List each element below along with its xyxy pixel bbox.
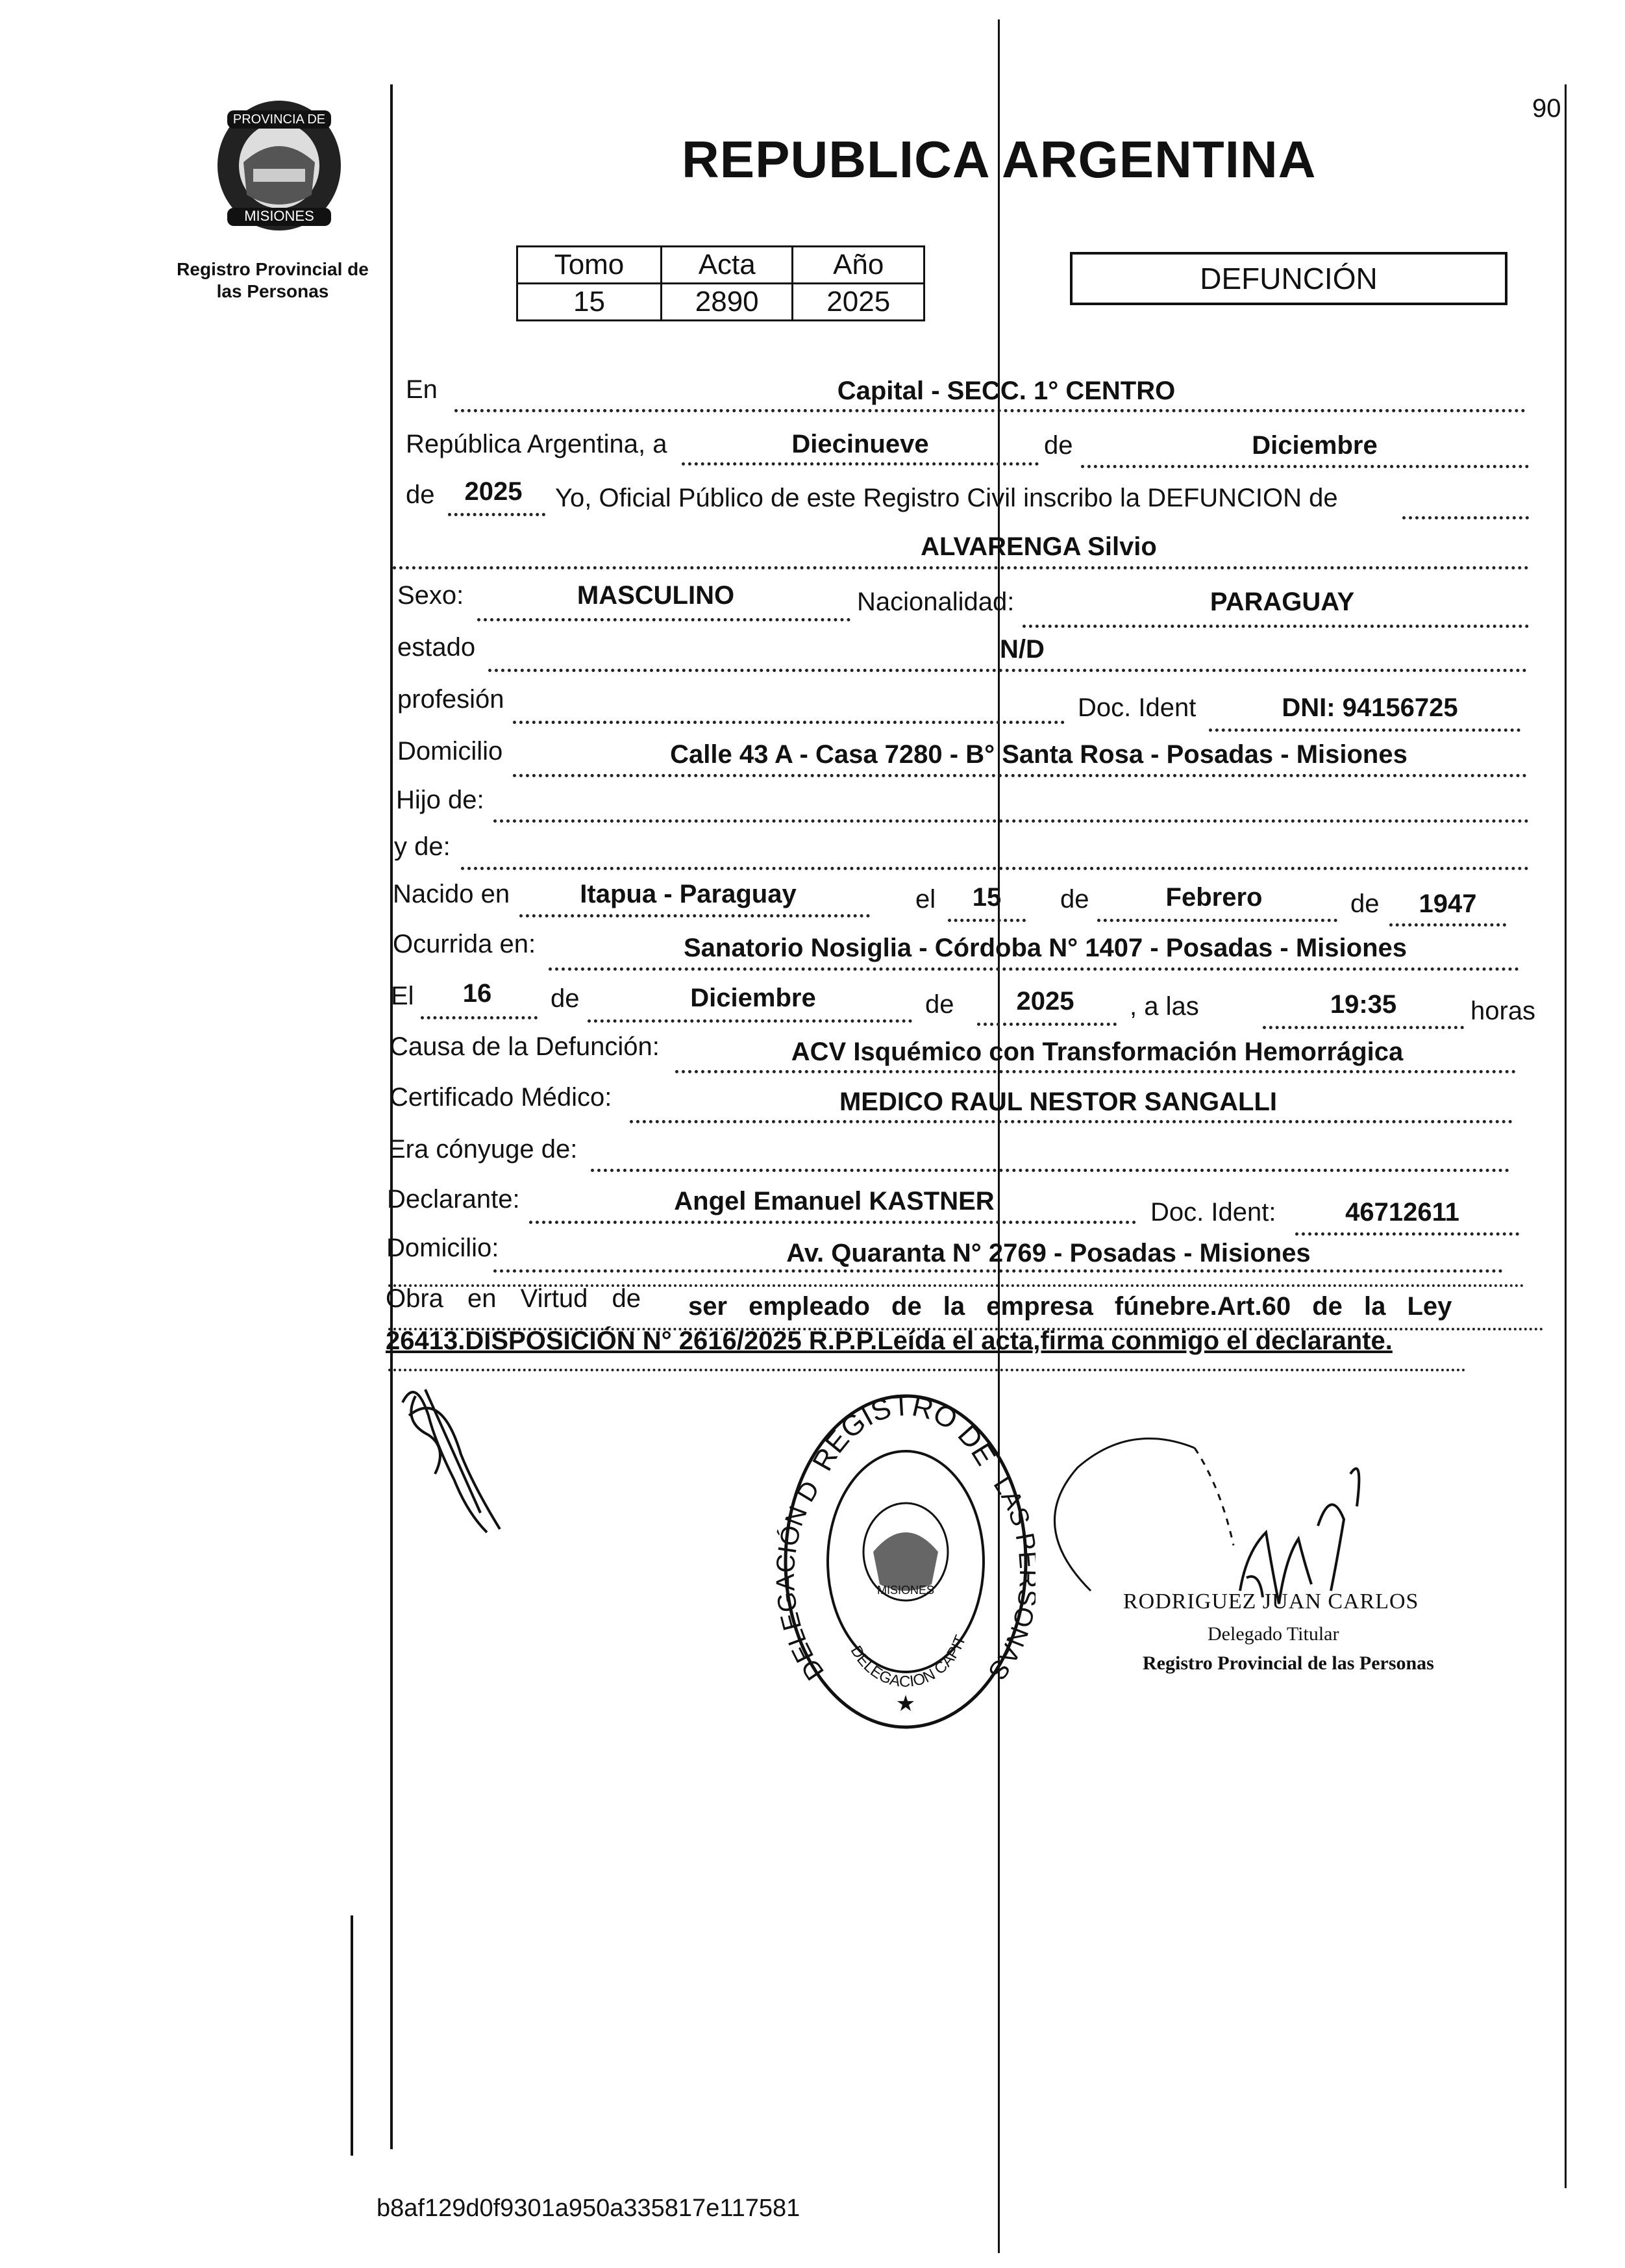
svg-text:REGISTRO DE: [806, 1389, 1002, 1476]
label-doc-ident: Doc. Ident: [1078, 693, 1197, 722]
label-el: el: [915, 885, 936, 914]
value-obra-line1: ser empleado de la empresa fúnebre.Art.60 de la Ley: [688, 1292, 1452, 1321]
registry-name-line1: Registro Provincial de: [177, 259, 369, 279]
record-table: [516, 245, 925, 321]
record-value-ano: 2025: [793, 284, 924, 321]
line-en: [454, 409, 1526, 412]
label-domicilio: Domicilio: [397, 737, 503, 766]
label-ocurrida-en: Ocurrida en:: [393, 930, 536, 958]
label-de-birth-year: de: [1350, 890, 1380, 918]
value-month: Diciembre: [1252, 431, 1378, 460]
label-sexo: Sexo:: [397, 581, 464, 610]
line-oficial-end: [1402, 516, 1529, 519]
signature-name: RODRIGUEZ JUAN CARLOS: [1123, 1589, 1419, 1614]
label-horas: horas: [1470, 997, 1536, 1025]
stamp-emblem-text: MISIONES: [876, 1584, 935, 1597]
stamp-ring-left-text: DELE IÓN D: [776, 1476, 830, 1686]
line-nacido-en: [519, 914, 870, 917]
official-signature: [1026, 1396, 1480, 1659]
label-de-death-year: de: [925, 990, 954, 1019]
page-title: REPUBLICA ARGENTINA: [682, 131, 1317, 188]
label-a-las: , a las: [1130, 992, 1199, 1021]
label-hijo-de: Hijo de:: [396, 786, 484, 814]
label-de-death-month: de: [551, 984, 580, 1013]
line-certificado: [630, 1120, 1513, 1123]
value-birth-month: Febrero: [1165, 883, 1263, 912]
line-nacionalidad: [1023, 625, 1529, 628]
record-value-tomo: 15: [517, 284, 662, 321]
oficial-statement: Yo, Oficial Público de este Registro Civil inscribo la DEFUNCION de: [555, 484, 1338, 512]
record-table-header: [517, 247, 924, 284]
value-obra-line2: 26413.DISPOSICIÓN N° 2616/2025 R.P.P.Leída el acta,firma conmigo el declarante.: [386, 1327, 1393, 1355]
emblem-top-text: PROVINCIA DE: [232, 112, 326, 127]
official-stamp: [776, 1389, 1036, 1737]
line-day: [682, 462, 1039, 466]
label-obra-en-virtud: Obra en Virtud de: [386, 1284, 641, 1313]
declarant-signature: [390, 1377, 519, 1549]
value-domicilio-declarante: Av. Quaranta N° 2769 - Posadas - Misiones: [786, 1239, 1311, 1267]
value-year: 2025: [464, 477, 523, 506]
value-doc-ident: DNI: 94156725: [1282, 693, 1458, 722]
value-death-year: 2025: [1016, 987, 1074, 1016]
footer-hash: b8af129d0f9301a950a335817e117581: [377, 2195, 800, 2222]
value-nacido-en: Itapua - Paraguay: [580, 880, 797, 908]
value-birth-day: 15: [972, 883, 1002, 912]
label-de-year: de: [406, 480, 435, 509]
line-hijo-de: [493, 819, 1529, 823]
line-death-time: [1263, 1026, 1464, 1029]
stamp-ring-right-text: LAS NAS: [982, 1471, 1036, 1686]
line-domicilio-declarante: [493, 1269, 1503, 1273]
line-estado: [488, 669, 1527, 672]
label-en: En: [406, 375, 438, 404]
svg-text:DELEGACIÓN DEL: [776, 1389, 830, 1685]
line-year: [448, 513, 545, 516]
line-month: [1081, 465, 1529, 468]
registry-name-line2: las Personas: [216, 281, 329, 301]
line-declarante: [529, 1221, 1136, 1224]
line-causa: [675, 1070, 1516, 1073]
record-table-row: [517, 284, 924, 321]
record-header-tomo: Tomo: [517, 247, 662, 284]
value-death-month: Diciembre: [690, 984, 816, 1012]
stamp-star: ★: [895, 1691, 916, 1717]
record-header-acta: Acta: [661, 247, 793, 284]
value-en: Capital - SECC. 1° CENTRO: [837, 377, 1176, 405]
value-death-time: 19:35: [1330, 990, 1397, 1019]
label-doc-ident-declarante: Doc. Ident:: [1150, 1198, 1276, 1227]
line-conyuge: [591, 1169, 1509, 1172]
label-profesion: profesión: [397, 685, 504, 714]
value-causa: ACV Isquémico con Transformación Hemorrágica: [791, 1038, 1404, 1066]
label-republica: República Argentina, a: [406, 430, 667, 458]
label-y-de: y de:: [394, 832, 451, 861]
line-domicilio: [513, 774, 1527, 777]
value-day-words: Diecinueve: [791, 430, 929, 458]
line-y-de: [461, 867, 1529, 870]
value-deceased-name: ALVARENGA Silvio: [921, 532, 1157, 561]
label-de-month: de: [1044, 431, 1073, 460]
label-causa: Causa de la Defunción:: [390, 1032, 660, 1061]
label-certificado: Certificado Médico:: [390, 1083, 612, 1112]
signature-title: Delegado Titular: [1208, 1623, 1339, 1645]
line-obra-top: [388, 1284, 1524, 1287]
line-birth-month: [1097, 919, 1337, 922]
label-nacionalidad: Nacionalidad:: [857, 588, 1015, 616]
label-estado: estado: [397, 633, 476, 662]
line-birth-year: [1389, 923, 1506, 927]
line-doc-ident: [1209, 729, 1520, 732]
value-certificado: MEDICO RAUL NESTOR SANGALLI: [839, 1088, 1278, 1116]
act-type-box: [1070, 252, 1507, 305]
act-type-label: DEFUNCIÓN: [1200, 262, 1378, 295]
left-border-line-lower: [351, 1915, 353, 2156]
value-ocurrida-en: Sanatorio Nosiglia - Córdoba N° 1407 - Posadas - Misiones: [683, 934, 1408, 962]
value-death-day: 16: [462, 979, 492, 1008]
line-death-day: [421, 1016, 538, 1019]
value-nacionalidad: PARAGUAY: [1209, 588, 1355, 616]
registry-name: [162, 258, 383, 303]
line-death-year: [977, 1023, 1117, 1026]
emblem-bottom-text: MISIONES: [244, 208, 314, 224]
label-de-birth-month: de: [1060, 885, 1089, 914]
right-border-line: [1565, 84, 1567, 2188]
line-death-month: [588, 1019, 912, 1023]
line-ocurrida-en: [549, 967, 1519, 971]
label-el-death: El: [391, 982, 414, 1010]
left-border-line: [390, 84, 393, 2149]
line-name: [393, 566, 1529, 569]
line-doc-ident-declarante: [1295, 1232, 1519, 1236]
stamp-inner-bottom-text: DELEGACION CAPIT: [847, 1634, 969, 1691]
line-obra-bottom: [388, 1369, 1466, 1371]
center-fold-line: [998, 19, 1000, 2253]
label-nacido-en: Nacido en: [393, 880, 510, 908]
signature-office: Registro Provincial de las Personas: [1143, 1652, 1434, 1674]
value-estado: N/D: [1000, 635, 1045, 664]
value-sexo: MASCULINO: [577, 581, 735, 610]
stamp-ring-top-text: REGISTRO DE: [806, 1389, 1002, 1477]
value-domicilio: Calle 43 A - Casa 7280 - B° Santa Rosa - Posadas - Misiones: [670, 740, 1408, 769]
line-profesion: [513, 721, 1065, 724]
label-conyuge: Era cónyuge de:: [388, 1135, 578, 1164]
value-birth-year: 1947: [1419, 890, 1477, 918]
value-doc-ident-declarante: 46712611: [1345, 1198, 1459, 1227]
record-value-acta: 2890: [661, 284, 793, 321]
value-declarante: Angel Emanuel KASTNER: [674, 1187, 995, 1215]
page-number: 90: [1532, 94, 1561, 123]
line-birth-day: [948, 919, 1026, 922]
label-domicilio-declarante: Domicilio:: [386, 1234, 499, 1262]
record-header-ano: Año: [793, 247, 924, 284]
label-declarante: Declarante:: [387, 1185, 520, 1214]
line-sexo: [477, 618, 850, 621]
province-emblem: [208, 91, 351, 240]
